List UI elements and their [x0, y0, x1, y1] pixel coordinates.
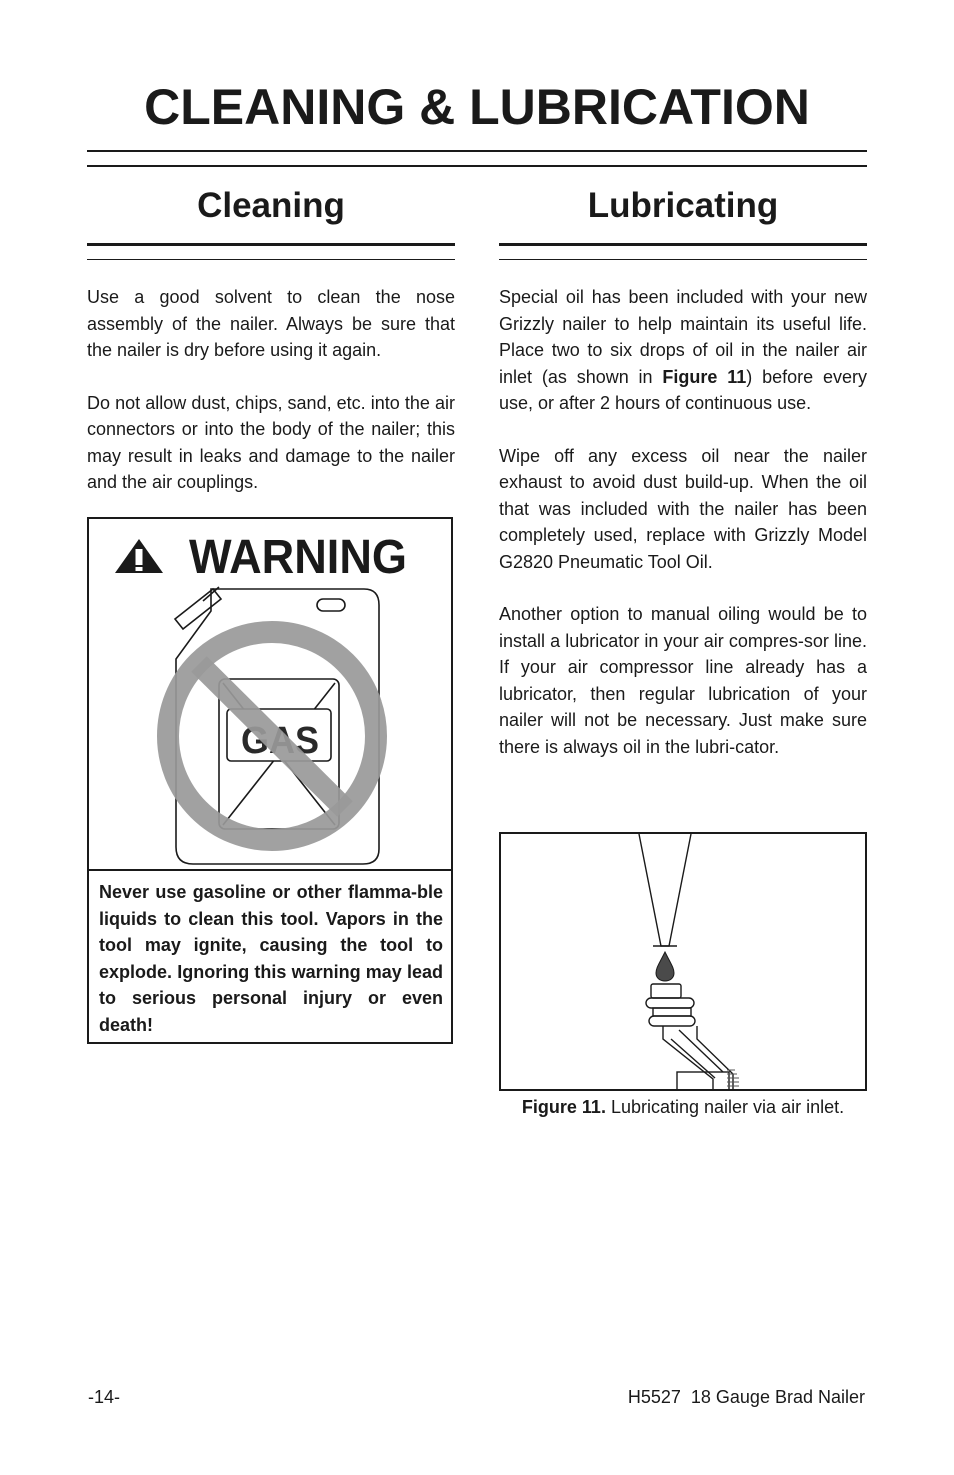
cleaning-body [87, 284, 455, 522]
cleaning-paragraph: Do not allow dust, chips, sand, etc. into the air connectors or into the body of the nailer; this may result in leaks and damage to the nailer and the air couplings. [87, 392, 455, 492]
figure-reference: Figure 11 [662, 366, 747, 387]
cleaning-rule-top [87, 243, 455, 246]
page-number: -14- [88, 1387, 121, 1407]
oil-drop-icon [656, 952, 674, 981]
lubricating-paragraph: Special oil has been included with your new Grizzly nailer to help maintain its useful life. Place two to six drops of oil in the nailer air inlet (as shown in Figure 11) before every use, or after 2 hours of continuous use. [499, 287, 867, 413]
figure-caption [499, 1097, 867, 1118]
warning-box [87, 517, 453, 1044]
figure-caption-text: Lubricating nailer via air inlet. [610, 1097, 845, 1117]
lubricating-heading: Lubricating [587, 186, 779, 225]
oiler-nozzle-icon [639, 834, 691, 946]
prohibition-icon [168, 632, 376, 840]
lubricating-paragraph: Wipe off any excess oil near the nailer exhaust to avoid dust build-up. When the oil that was included with the nailer has been completely used, replace with Grizzly Model G2820 Pneumatic Tool Oil. [499, 445, 867, 572]
warning-text: Never use gasoline or other flamma-ble liquids to clean this tool. Vapors in the tool may ignite, causing the tool to explode. Ignoring this warning may lead to serious personal injury or even death! [99, 882, 443, 1035]
manual-name: H5527 18 Gauge Brad Nailer [627, 1387, 865, 1407]
cleaning-heading: Cleaning [197, 186, 345, 225]
lubricating-rule-top [499, 243, 867, 246]
lubricating-rule-bottom [499, 259, 867, 260]
gas-can-label: GAS [241, 720, 319, 762]
lubricating-body [499, 284, 867, 786]
figure-11-box [499, 832, 867, 1091]
no-gasoline-warning-graphic [89, 519, 451, 869]
warning-divider [89, 869, 451, 871]
title-rule-top [87, 150, 867, 152]
oil-drop-air-inlet-illustration [501, 834, 865, 1089]
warning-label: WARNING [189, 531, 407, 584]
warning-triangle-icon [115, 539, 163, 573]
air-inlet-fitting-icon [646, 984, 733, 1089]
cleaning-rule-bottom [87, 259, 455, 260]
figure-caption-label: Figure 11. [521, 1097, 606, 1117]
lubricating-paragraph: Another option to manual oiling would be to install a lubricator in your air compres-sor line. If your air compressor line already has a lubricator, then regular lubrication of your nailer will not be necessary. Just make sure there is always oil in the lubri-cator. [499, 604, 867, 757]
title-rule-bottom [87, 165, 867, 167]
cleaning-paragraph: Use a good solvent to clean the nose assembly of the nailer. Always be sure that the nailer is dry before using it again. [87, 287, 455, 360]
page-title: CLEANING & LUBRICATION [144, 79, 810, 135]
